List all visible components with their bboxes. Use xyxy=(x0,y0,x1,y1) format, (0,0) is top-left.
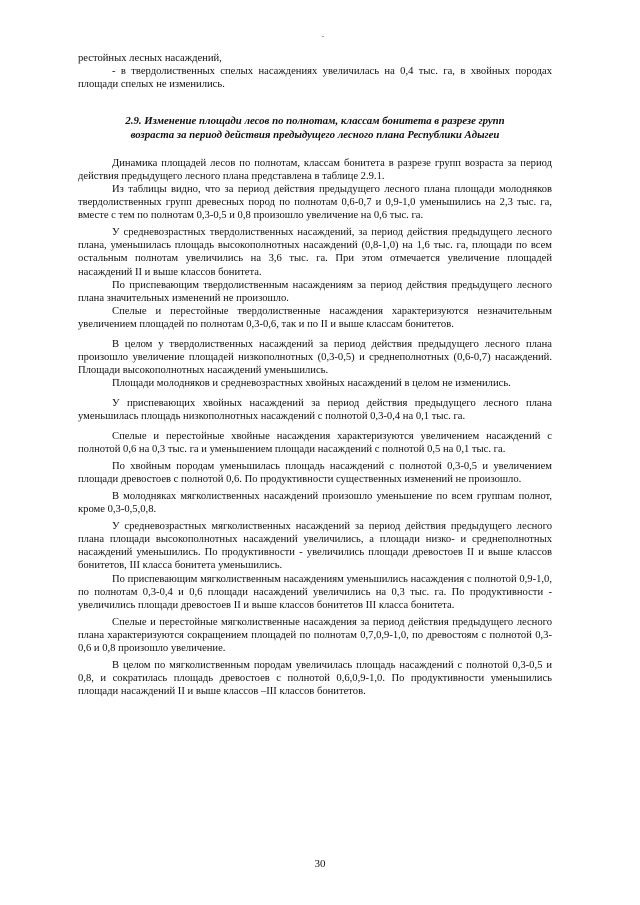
document-page xyxy=(78,52,552,698)
paragraph-2: Из таблицы видно, что за период действия предыдущего лесного плана площади молодняков твердолиственных групп древесных пород по полнотам 0,6-0,7 и 0,9-1,0 уменьшились на 2,3 тыс. га, вместе с тем по полнотам 0,3-0,5 и 0,8 произошло увеличение на 0,6 тыс. га. xyxy=(78,184,552,222)
paragraph-14: Спелые и перестойные мягколиственные насаждения за период действия предыдущего лесного плана характеризуются сокращением площадей по полнотам 0,7,0,9-1,0, по древостоям с полнотой 0,3-0,6 и 0,8 произошло увеличение. xyxy=(78,616,552,654)
paragraph-15: В целом по мягколиственным породам увеличилась площадь насаждений с полнотой 0,3-0,5 и 0,8, и сократилась площадь древостоев с полнотой 0,6,0,9-1,0. По продуктивности уменьшились площади насаждений II и выше классов –III классов бонитетов. xyxy=(78,659,552,697)
page-number: 30 xyxy=(314,858,326,870)
section-heading-line-2: возраста за период действия предыдущего лесного плана Республики Адыгеи xyxy=(130,128,500,141)
paragraph-7: Площади молодняков и средневозрастных хвойных насаждений в целом не изменились. xyxy=(112,377,511,389)
paragraph-1: Динамика площадей лесов по полнотам, классам бонитета в разрезе групп возраста за период действия предыдущего лесного плана представлена в таблице 2.9.1. xyxy=(78,158,552,183)
section-heading xyxy=(78,115,552,142)
paragraph-13: По приспевающим мягколиственным насаждениям уменьшились насаждения с полнотой 0,9-1,0, по полнотам 0,3-0,4 и 0,6 площади насаждений увеличились на 0,3 тыс. га. По продуктивности - увеличились площади древостоев II и выше классов бонитетов III класса бонитета. xyxy=(78,573,552,611)
paragraph-10: По хвойным породам уменьшилась площадь насаждений с полнотой 0,3-0,5 и увеличением площади древостоев с полнотой 0,6. По продуктивности существенных изменений не произошло. xyxy=(78,461,552,486)
paragraph-11: В молодняках мягколиственных насаждений произошло уменьшение по всем группам полнот, кроме 0,3-0,5,0,8. xyxy=(78,491,552,516)
paragraph-3: У средневозрастных твердолиственных насаждений, за период действия предыдущего лесного плана, уменьшилась площадь высокополнотных насаждений (0,8-1,0) на 1,6 тыс. га, площади по всем остальным полнотам увеличились на 3,6 тыс. га. При этом отмечается увеличение площадей насаждений II и выше классов бонитета. xyxy=(78,227,552,278)
paragraph-9: Спелые и перестойные хвойные насаждения характеризуются увеличением насаждений с полнотой 0,6 на 0,3 тыс. га и уменьшением площади насаждений с полнотой 0,5 на 0,1 тыс. га. xyxy=(78,431,552,456)
paragraph-12: У средневозрастных мягколиственных насаждений за период действия предыдущего лесного плана площади высокополнотных насаждений увеличились, а площади низко- и среднеполнотных насаждений уменьшились. По продуктивности - увеличились площади древостоев II и выше классов бонитетов, III класса бонитета уменьшились. xyxy=(78,521,552,572)
intro-line-1: рестойных лесных насаждений, xyxy=(78,53,222,64)
scan-speck xyxy=(322,36,324,37)
paragraph-6: В целом у твердолиственных насаждений за период действия предыдущего лесного плана произошло увеличение площадей низкополнотных (0,3-0,5) и среднеполнотных (0,6-0,7) насаждений. Площади высокополнотных насаждений уменьшились. xyxy=(78,338,552,376)
paragraph-4: По приспевающим твердолиственным насаждениям за период действия предыдущего лесного плана значительных изменений не произошло. xyxy=(78,279,552,304)
intro-line-2: - в твердолиственных спелых насаждениях увеличилась на 0,4 тыс. га, в хвойных породах площади спелых не изменились. xyxy=(78,66,552,91)
section-heading-line-1: 2.9. Изменение площади лесов по полнотам, классам бонитета в разрезе групп xyxy=(125,115,505,128)
paragraph-8: У приспевающих хвойных насаждений за период действия предыдущего лесного плана уменьшилась площадь низкополнотных насаждений с полнотой 0,3-0,4 на 0,1 тыс. га. xyxy=(78,397,552,422)
paragraph-5: Спелые и перестойные твердолиственные насаждения характеризуются незначительным увеличением площадей по полнотам 0,3-0,6, так и по II и выше классам бонитетов. xyxy=(78,305,552,330)
